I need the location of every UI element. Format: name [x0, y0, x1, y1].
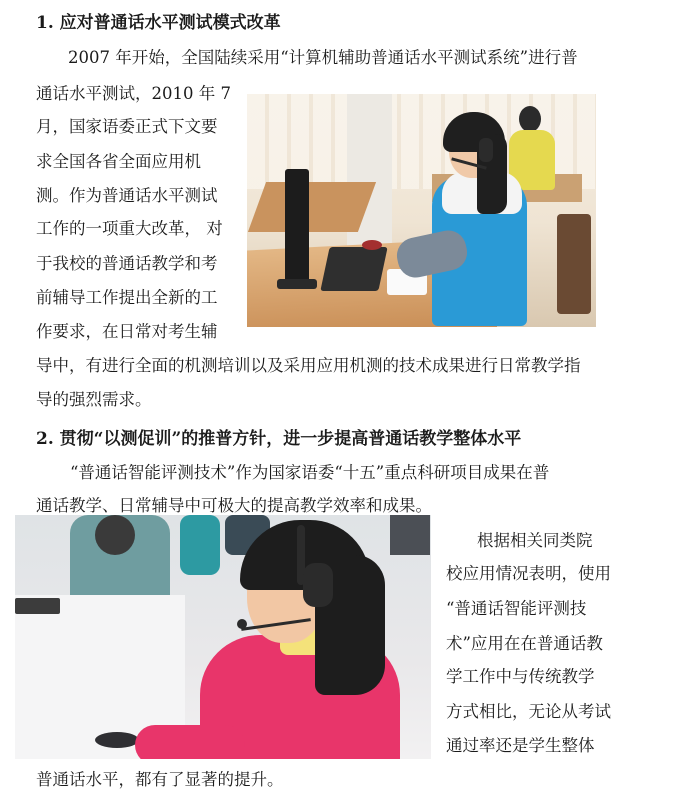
paragraph-line: 作要求，在日常对考生辅	[36, 322, 218, 341]
paragraph-line: 测。作为普通话水平测试	[36, 186, 218, 205]
paragraph-line: 通过率还是学生整体	[446, 736, 595, 755]
section2-heading: 2. 贯彻“以测促训”的推普方针，进一步提高普通话教学整体水平	[36, 429, 522, 449]
paragraph-line: 前辅导工作提出全新的工	[36, 288, 218, 307]
paragraph-line: 导的强烈需求。	[36, 390, 152, 409]
paragraph-line: 普通话水平，都有了显著的提升。	[36, 770, 284, 789]
paragraph-line: 求全国各省全面应用机	[36, 152, 201, 171]
paragraph-line: 术”应用在在普通话教	[446, 634, 603, 653]
paragraph-line: 于我校的普通话教学和考	[36, 254, 218, 273]
section1-heading: 1. 应对普通话水平测试模式改革	[36, 13, 281, 33]
paragraph-line: 月，国家语委正式下文要	[36, 117, 218, 136]
paragraph-line: 导中，有进行全面的机测培训以及采用应用机测的技术成果进行日常教学指	[36, 356, 581, 375]
paragraph-line: 通话教学、日常辅导中可极大的提高教学效率和成果。	[36, 496, 432, 515]
paragraph-line: “普通话智能评测技术”作为国家语委“十五”重点科研项目成果在普	[70, 463, 550, 482]
photo-student-headset-pink	[15, 515, 431, 759]
paragraph-line: 校应用情况表明，使用	[446, 564, 611, 583]
paragraph-line: 学工作中与传统教学	[446, 667, 595, 686]
paragraph-line: “普通话智能评测技	[446, 599, 587, 618]
paragraph-line: 工作的一项重大改革， 对	[36, 219, 223, 238]
paragraph-line: 根据相关同类院	[477, 531, 593, 550]
photo-student-computer-test	[247, 94, 596, 327]
paragraph-line: 方式相比，无论从考试	[446, 702, 611, 721]
paragraph-line: 2007 年开始，全国陆续采用“计算机辅助普通话水平测试系统”进行普	[68, 48, 578, 67]
paragraph-line: 通话水平测试，2010 年 7	[36, 84, 231, 103]
